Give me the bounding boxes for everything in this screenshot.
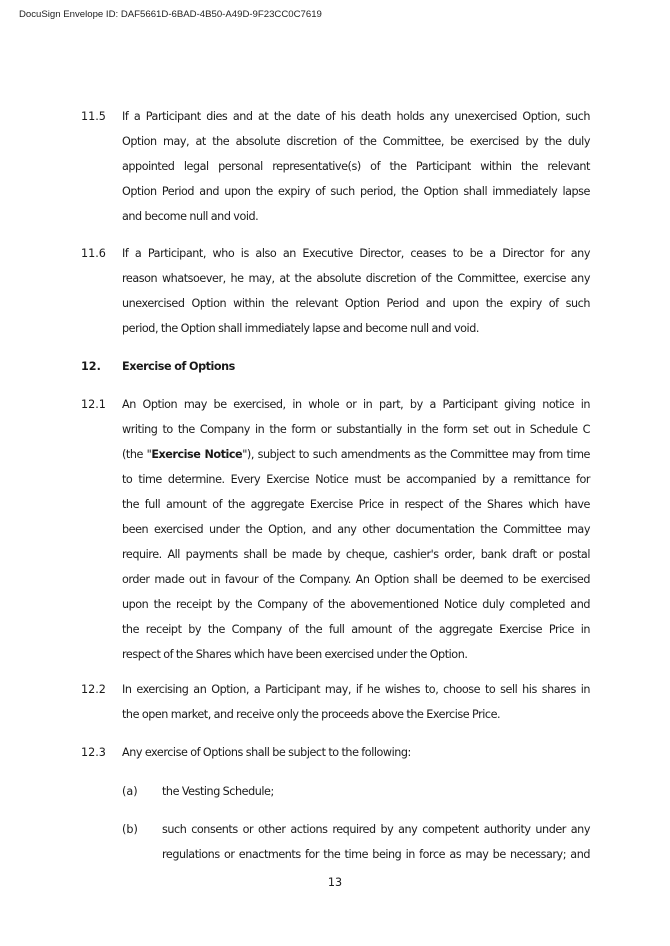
text-line: the receipt by the Company of the full amount of the aggregate Exercise Price in xyxy=(122,623,590,636)
section-number: 12. xyxy=(81,360,101,373)
text-line: the open market, and receive only the proceeds above the Exercise Price. xyxy=(122,708,501,721)
text-line: Option Period and upon the expiry of such period, the Option shall immediately lapse xyxy=(122,185,590,198)
text-line: require. All payments shall be made by cheque, cashier's order, bank draft or postal xyxy=(122,548,590,561)
text-line: reason whatsoever, he may, at the absolute discretion of the Committee, exercise any xyxy=(122,272,590,285)
text-line: An Option may be exercised, in whole or in part, by a Participant giving notice in xyxy=(122,398,590,411)
clause-number: 11.5 xyxy=(81,110,106,123)
text-line: respect of the Shares which have been exercised under the Option. xyxy=(122,648,468,661)
text-line: In exercising an Option, a Participant may, if he wishes to, choose to sell his shares in xyxy=(122,683,590,696)
clause-text xyxy=(122,677,590,727)
section-title-text: Exercise of Options xyxy=(122,360,235,373)
clause-number: 12.3 xyxy=(81,746,106,759)
section-title xyxy=(122,354,590,379)
sub-item-label: (a) xyxy=(122,785,138,798)
text-line: unexercised Option within the relevant Option Period and upon the expiry of such xyxy=(122,297,590,310)
clause-number: 12.2 xyxy=(81,683,106,696)
clause-text xyxy=(122,740,590,765)
text-line: If a Participant, who is also an Executive Director, ceases to be a Director for any xyxy=(122,247,590,260)
text-line: regulations or enactments for the time being in force as may be necessary; and xyxy=(162,848,590,861)
text-line: period, the Option shall immediately lapse and become null and void. xyxy=(122,322,479,335)
text-line: to time determine. Every Exercise Notice must be accompanied by a remittance for xyxy=(122,473,590,486)
clause-number: 12.1 xyxy=(81,398,106,411)
text-line: such consents or other actions required by any competent authority under any xyxy=(162,823,590,836)
text-line: been exercised under the Option, and any other documentation the Committee may xyxy=(122,523,590,536)
text-line: upon the receipt by the Company of the abovementioned Notice duly completed and xyxy=(122,598,590,611)
clause-text xyxy=(122,392,590,667)
clause-number: 11.6 xyxy=(81,247,106,260)
text-line: writing to the Company in the form or substantially in the form set out in Schedule C xyxy=(122,423,590,436)
sub-item-text xyxy=(162,779,590,804)
text-fragment: "), subject to such amendments as the Committee may from time xyxy=(242,448,590,461)
text-line: Any exercise of Options shall be subject to the following: xyxy=(122,746,411,759)
clause-text xyxy=(122,104,590,229)
text-line xyxy=(122,442,590,467)
text-fragment: (the " xyxy=(122,448,152,461)
docusign-envelope-id: DocuSign Envelope ID: DAF5661D-6BAD-4B50-A49D-9F23CC0C7619 xyxy=(19,9,322,20)
clause-text xyxy=(122,241,590,341)
text-line: appointed legal personal representative(s) of the Participant within the relevant xyxy=(122,160,590,173)
sub-item-label: (b) xyxy=(122,823,138,836)
sub-item-text xyxy=(162,817,590,867)
text-line: the full amount of the aggregate Exercise Price in respect of the Shares which have xyxy=(122,498,590,511)
text-line: Option may, at the absolute discretion of the Committee, be exercised by the duly xyxy=(122,135,590,148)
text-line: the Vesting Schedule; xyxy=(162,785,274,798)
text-line: order made out in favour of the Company. An Option shall be deemed to be exercised xyxy=(122,573,590,586)
text-line: If a Participant dies and at the date of his death holds any unexercised Option, such xyxy=(122,110,590,123)
page-number: 13 xyxy=(327,876,343,889)
defined-term-exercise-notice: Exercise Notice xyxy=(151,448,243,461)
text-line: and become null and void. xyxy=(122,210,259,223)
